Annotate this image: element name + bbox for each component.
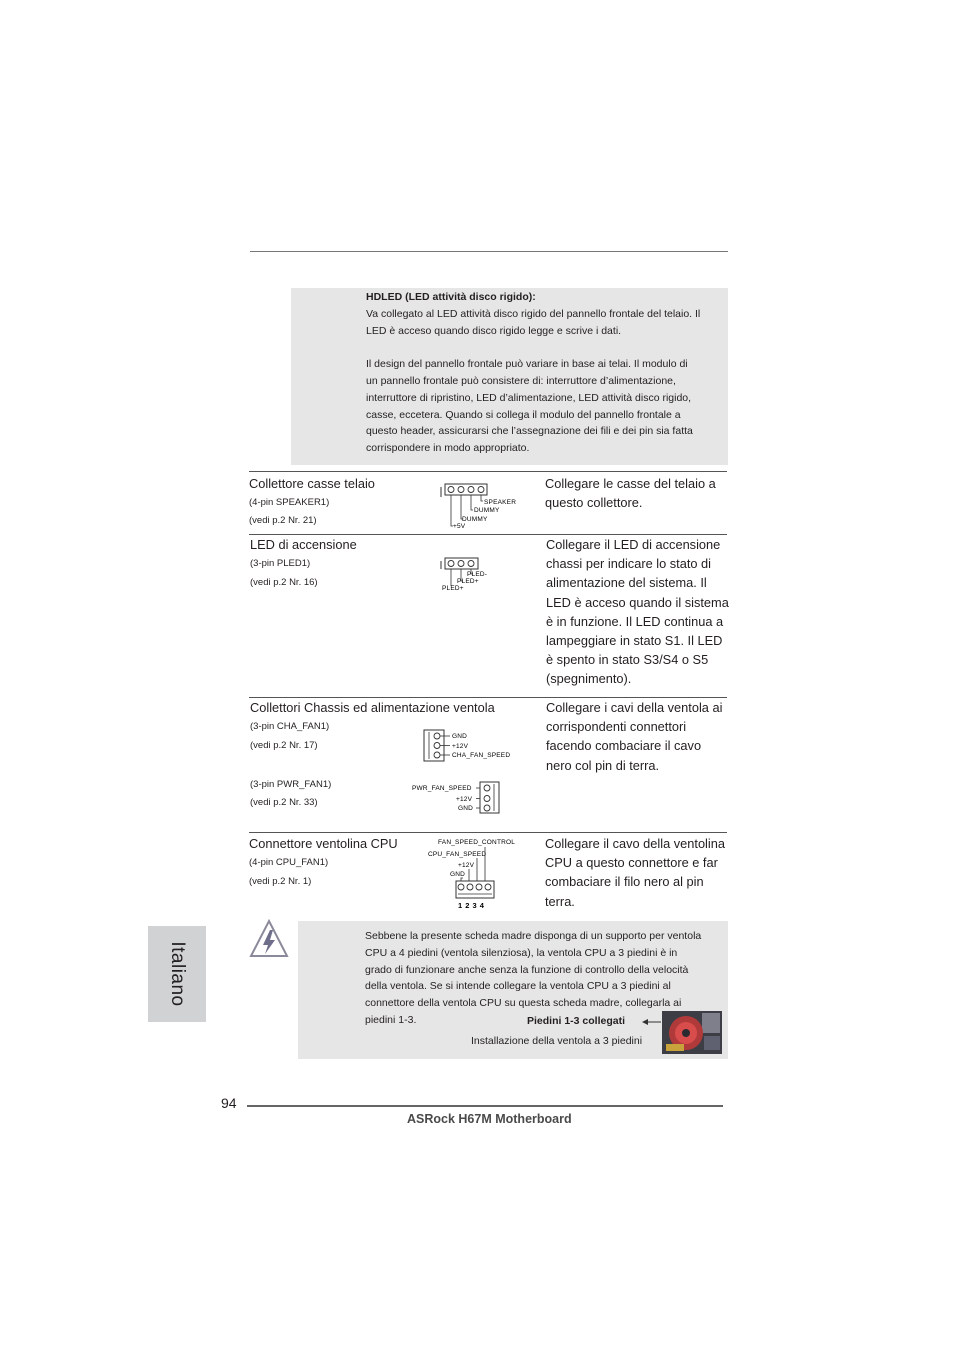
hdled-p2-line: un pannello frontale può consistere di: interruttore d’alimentazione, (366, 374, 676, 387)
cpu-fan-pin-label: +12V (458, 862, 475, 869)
speaker-desc-line: questo collettore. (545, 495, 643, 511)
speaker-description (545, 474, 716, 512)
cpu-fan-rule (249, 832, 727, 833)
hdled-p1-line2: LED è acceso quando disco rigido legge e scrive i dati. (366, 324, 622, 337)
pled-connector-diagram (436, 555, 496, 595)
speaker-connector-diagram (436, 481, 516, 531)
language-side-tab-label: Italiano (167, 941, 188, 1007)
speaker-desc-line: Collegare le casse del telaio a (545, 476, 716, 491)
hdled-text (366, 289, 726, 457)
footer-product-name: ASRock H67M Motherboard (407, 1112, 572, 1126)
fan-title: Collettori Chassis ed alimentazione ventola (250, 700, 495, 715)
speaker-ref: (vedi p.2 Nr. 21) (249, 515, 317, 526)
hdled-p2-line: questo header, assicurarsi che l’assegnazione dei fili e dei pin sia fatta (366, 425, 693, 438)
fan-desc-line: Collegare i cavi della ventola ai (546, 700, 723, 715)
pled-pin-label: PLED- (467, 571, 488, 578)
hdled-p2-line: casse, eccetera. Quando si collega il modulo del pannello frontale a (366, 408, 681, 421)
note-bold-label: Piedini 1-3 collegati (527, 1015, 626, 1027)
pled-pin-count: (3-pin PLED1) (250, 558, 311, 569)
cpu-fan-desc-line: combaciare il filo nero al pin (545, 874, 704, 890)
fan-desc-line: nero col pin di terra. (546, 757, 660, 773)
cpu-fan-desc-line: terra. (545, 893, 575, 909)
arrow-left-icon (640, 1016, 662, 1028)
fan-photo-image (662, 1011, 722, 1054)
pled-desc-line: è spento in stato S3/S4 o S5 (546, 652, 709, 668)
hdled-p1-line1: Va collegato al LED attività disco rigido del pannello frontale del telaio. Il (366, 307, 701, 320)
pled-desc-line: (spegnimento). (546, 671, 632, 687)
fan-description (546, 698, 722, 775)
cha-fan-ref: (vedi p.2 Nr. 17) (250, 740, 318, 751)
pled-desc-line: lampeggiare in stato S1. Il LED (546, 633, 723, 649)
cpu-fan-pin-count: (4-pin CPU_FAN1) (249, 857, 329, 868)
pled-ref: (vedi p.2 Nr. 16) (250, 577, 318, 588)
cpu-fan-ref: (vedi p.2 Nr. 1) (249, 876, 312, 887)
pwr-fan-pin-label: +12V (456, 796, 473, 803)
cha-fan-connector-diagram (422, 728, 522, 764)
cha-fan-pin-count: (3-pin CHA_FAN1) (250, 721, 330, 732)
warning-icon (248, 918, 290, 960)
note-line: connettore della ventola CPU su questa scheda madre, collegarla ai (365, 997, 682, 1010)
pwr-fan-ref: (vedi p.2 Nr. 33) (250, 797, 318, 808)
pled-description (546, 535, 729, 689)
cpu-fan-description (545, 834, 725, 911)
speaker-pin-label: DUMMY (462, 516, 488, 523)
cpu-fan-desc-line: Collegare il cavo della ventolina (545, 836, 725, 851)
pled-pin-label: PLED+ (457, 578, 479, 585)
page-number: 94 (221, 1095, 237, 1111)
cpu-fan-pin-label: CPU_FAN_SPEED (428, 851, 487, 858)
language-side-tab (148, 926, 206, 1022)
speaker-pin-label: SPEAKER (484, 499, 516, 506)
cha-fan-pin-label: +12V (452, 743, 469, 750)
note-line: piedini 1-3. (365, 1013, 417, 1026)
hdled-p2-line: interruttore di ripristino, LED d’alimentazione, LED attività disco rigido, (366, 391, 692, 404)
cpu-fan-pin-numbers: 1 2 3 4 (458, 901, 484, 910)
pled-pin-label: PLED+ (442, 585, 464, 592)
fan-desc-line: facendo combaciare il cavo (546, 738, 702, 754)
pled-desc-line: LED è acceso quando il sistema (546, 594, 729, 610)
note-line: della ventola. Se si intende collegare la ventola CPU a 3 piedini al (365, 980, 671, 993)
pwr-fan-pin-count: (3-pin PWR_FAN1) (250, 779, 332, 790)
pled-desc-line: alimentazione del sistema. Il (546, 575, 707, 591)
cpu-fan-desc-line: CPU a questo connettore e far (545, 855, 718, 871)
cpu-fan-pin-label: FAN_SPEED_CONTROL (438, 839, 516, 846)
pled-title: LED di accensione (250, 537, 357, 552)
hdled-p2-line: Il design del pannello frontale può variare in base ai telai. Il modulo di (366, 358, 688, 371)
pwr-fan-pin-label: GND (458, 805, 474, 812)
note-line: grado di funzionare anche senza la funzione di controllo della velocità (365, 963, 689, 976)
cpu-fan-connector-diagram (425, 835, 525, 913)
fan-desc-line: corrispondenti connettori (546, 719, 687, 735)
speaker-rule (249, 471, 727, 472)
cpu-fan-title: Connettore ventolina CPU (249, 836, 398, 851)
speaker-title: Collettore casse telaio (249, 476, 375, 491)
speaker-pin-label: +5V (453, 523, 466, 530)
pled-desc-line: Collegare il LED di accensione (546, 537, 721, 552)
footer-rule (247, 1105, 723, 1107)
speaker-pin-count: (4-pin SPEAKER1) (249, 497, 330, 508)
cpu-fan-pin-label: GND (450, 871, 466, 878)
pwr-fan-connector-diagram (410, 780, 505, 816)
speaker-pin-label: DUMMY (474, 507, 500, 514)
note-line: Sebbene la presente scheda madre disponga di un supporto per ventola (365, 930, 702, 942)
cha-fan-pin-label: GND (452, 733, 468, 740)
hdled-title: HDLED (LED attività disco rigido): (366, 291, 536, 303)
pwr-fan-pin-label: PWR_FAN_SPEED (412, 785, 472, 792)
hdled-p2-line: corrispondere in modo appropriato. (366, 442, 530, 455)
note-line: CPU a 4 piedini (ventola silenziosa), la ventola CPU a 3 piedini è in (365, 946, 678, 959)
cha-fan-pin-label: CHA_FAN_SPEED (452, 752, 511, 759)
pled-desc-line: chassi per indicare lo stato di (546, 556, 712, 572)
note-caption: Installazione della ventola a 3 piedini (471, 1035, 643, 1047)
top-rule (250, 251, 728, 252)
pled-desc-line: è in funzione. Il LED continua a (546, 613, 724, 629)
